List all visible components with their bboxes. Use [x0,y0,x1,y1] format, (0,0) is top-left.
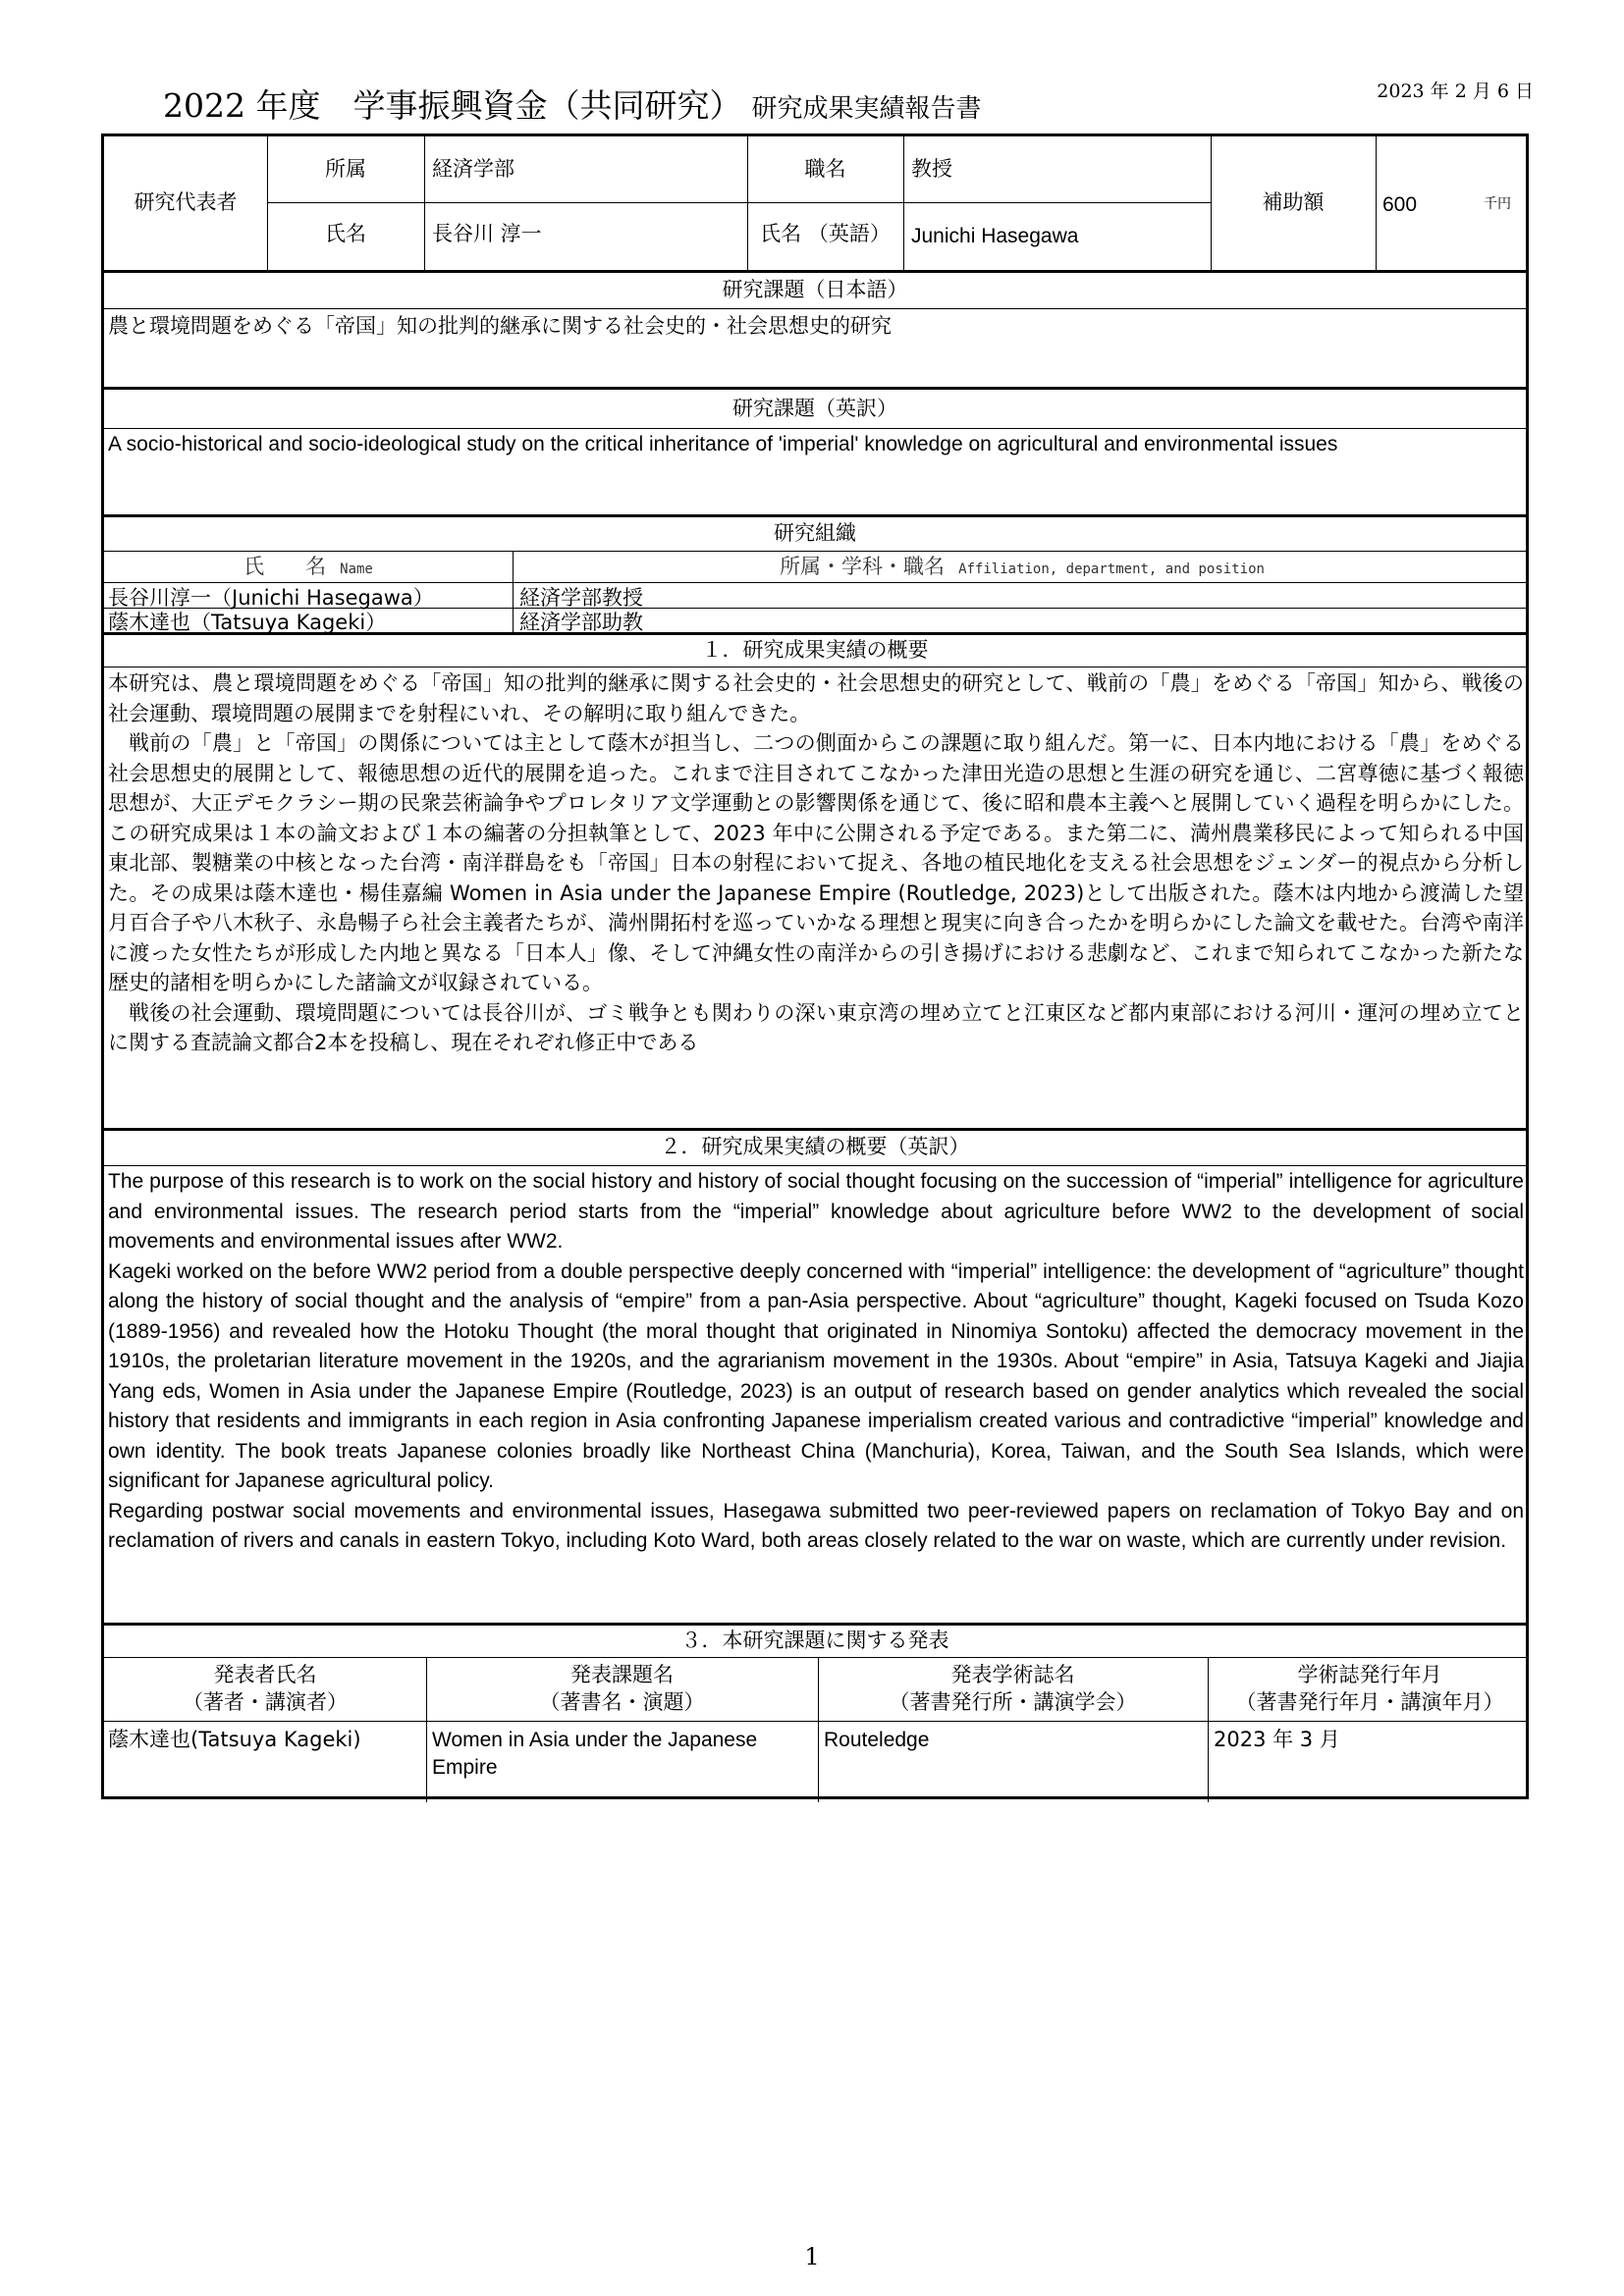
org-col-name [104,554,513,583]
organization-heading: 研究組織 [774,521,856,545]
summary-en-body [108,1167,1524,1557]
pub-col-title-line1: 発表課題名 [570,1663,674,1686]
org-col-affiliation-en: Affiliation, department, and position [958,561,1265,577]
title-en-heading: 研究課題（英訳） [732,397,897,420]
grant-label: 補助額 [1262,190,1325,214]
pub-presenter: 蔭木達也(Tatsuya Kageki) [108,1728,361,1751]
pub-col-presenter [104,1661,426,1716]
org-col-name-ja: 氏 名 [244,555,327,578]
publications-heading: ３．本研究課題に関する発表 [680,1629,949,1652]
pub-col-date-line1: 学術誌発行年月 [1297,1663,1442,1686]
member-affiliation: 経済学部助教 [519,611,643,634]
summary-ja-paragraph: 本研究は、農と環境問題をめぐる「帝国」知の批判的継承に関する社会史的・社会思想史的研究として、戦前の「農」をめぐる「帝国」知から、戦後の社会運動、環境問題の展開までを射程にいれ、その解明に取り組んできた。 [108,671,1524,725]
summary-en-paragraph: Regarding postwar social movements and environmental issues, Hasegawa submitted two peer-reviewed papers on reclamation of Tokyo Bay and on reclamation of rivers and canals in eastern Tokyo, including Koto Ward, both areas closely related to the war on waste, which are currently under revision. [108,1499,1524,1552]
member-name: 蔭木達也（Tatsuya Kageki） [108,611,387,634]
pub-date: 2023 年 3 月 [1214,1728,1340,1751]
member-affiliation: 経済学部教授 [519,586,643,610]
affiliation-value: 経済学部 [432,157,514,181]
summary-ja-body [108,668,1524,1058]
title-ja-heading: 研究課題（日本語） [722,278,908,301]
pub-col-publisher [818,1661,1208,1716]
grant-amount: 600 [1382,193,1418,216]
pub-col-title [426,1661,818,1716]
name-en-label: 氏名 （英語） [760,222,891,245]
summary-en-paragraph: Kageki worked on the before WW2 period from a double perspective deeply concerned with “imperial” intelligence: the development of “agriculture” thought along the history of social thought and the analysis of “empire” from a pan-Asia perspective. About “agriculture” thought, Kageki focused on Tsuda Kozo (1889-1956) and revealed how the Hotoku Thought (the moral thought that originated in Ninomiya Sontoku) affected the democracy movement in the 1910s, the proletarian literature movement in the 1920s, and the agrarianism movement in the 1930s. About “empire” in Asia, Tatsuya Kageki and Jiajia Yang eds, Women in Asia under the Japanese Empire (Routledge, 2023) is an output of research based on gender analytics which revealed the social history that residents and immigrants in each region in Asia confronting Japanese imperialism created various and contradictive “imperial” knowledge and own identity. The book treats Japanese colonies broadly like Northeast China (Manchuria), Korea, Taiwan, and the South Sea Islands, which were significant for Japanese agricultural policy. [108,1259,1524,1492]
pub-col-date-line2: （著書発行年月・講演年月） [1235,1690,1504,1714]
position-value: 教授 [911,157,952,181]
position-label: 職名 [804,157,846,181]
summary-ja-heading: １．研究成果実績の概要 [701,638,929,662]
summary-ja-paragraph: 戦前の「農」と「帝国」の関係については主として蔭木が担当し、二つの側面からこの課題に取り組んだ。第一に、日本内地における「農」をめぐる社会思想史的展開として、報徳思想の近代的展開を追った。これまで注目されてこなかった津田光造の思想と生涯の研究を通じ、二宮尊徳に基づく報徳思想が、大正デモクラシー期の民衆芸術論争やプロレタリア文学運動との影響関係を通じて、後に昭和農本主義へと展開していく過程を明らかにした。この研究成果は１本の論文および１本の編著の分担執筆として、2023 年中に公開される予定である。また第二に、満州農業移民によって知られる中国東北部、製糖業の中核となった台湾・南洋群島をも「帝国」日本の射程において捉え、各地の植民地化を支える社会思想をジェンダー的視点から分析した。その成果は蔭木達也・楊佳嘉編 Women in Asia under the Japanese Empire (Routledge, 2023)として出版された。蔭木は内地から渡満した望月百合子や八木秋子、永島暢子ら社会主義者たちが、満州開拓村を巡っていかなる理想と現実に向き合ったかを明らかにした論文を載せた。台湾や南洋に渡った女性たちが形成した内地と異なる「日本人」像、そして沖縄女性の南洋からの引き揚げにおける悲劇など、これまで知られてこなかった新たな歴史的諸相を明らかにした諸論文が収録されている。 [108,731,1524,994]
affiliation-label: 所属 [325,157,366,181]
summary-en-paragraph: The purpose of this research is to work on the social history and history of social thought focusing on the succession of “imperial” intelligence for agriculture and environmental issues. The research period starts from the “imperial” knowledge about agriculture before WW2 to the development of social movements and environmental issues after WW2. [108,1170,1524,1253]
report-date: 2023 年 2 月 6 日 [1377,80,1534,102]
report-form [101,133,1529,1799]
pub-publisher: Routeledge [824,1729,930,1751]
page-number: 1 [804,2243,820,2270]
pub-col-presenter-line2: （著者・講演者） [183,1690,348,1714]
member-name: 長谷川淳一（Junichi Hasegawa） [108,586,434,610]
pub-col-title-line2: （著書名・演題） [539,1690,705,1714]
pub-col-presenter-line1: 発表者氏名 [213,1663,317,1686]
name-value: 長谷川 淳一 [432,222,542,245]
pub-col-publisher-line1: 発表学術誌名 [950,1663,1075,1686]
org-col-affiliation-ja: 所属・学科・職名 [780,555,946,578]
title-ja-text: 農と環境問題をめぐる「帝国」知の批判的継承に関する社会史的・社会思想史的研究 [108,314,892,338]
org-col-name-en: Name [340,561,373,577]
pub-col-date [1208,1661,1532,1716]
title-main: 2022 年度 学事振興資金（共同研究） [163,86,742,125]
pub-title: Women in Asia under the Japanese Empire [432,1729,758,1779]
name-label: 氏名 [325,222,366,245]
representative-label: 研究代表者 [134,190,238,214]
summary-ja-paragraph: 戦後の社会運動、環境問題については長谷川が、ゴミ戦争とも関わりの深い東京湾の埋め立てと江東区など都内東部における河川・運河の埋め立てとに関する査読論文都合2本を投稿し、現在それぞれ修正中である [108,1000,1524,1054]
pub-col-publisher-line2: （著書発行所・講演学会） [889,1690,1137,1714]
org-col-affiliation [513,554,1532,583]
title-subtitle: 研究成果実績報告書 [751,94,982,124]
title-en-text: A socio-historical and socio-ideological study on the critical inheritance of 'imperial' knowledge on agricultural and environmental issues [108,433,1338,455]
summary-en-heading: ２．研究成果実績の概要（英訳） [660,1135,970,1158]
page-title [163,80,982,127]
grant-unit: 千円 [1484,196,1511,212]
name-en-value: Junichi Hasegawa [911,225,1079,247]
